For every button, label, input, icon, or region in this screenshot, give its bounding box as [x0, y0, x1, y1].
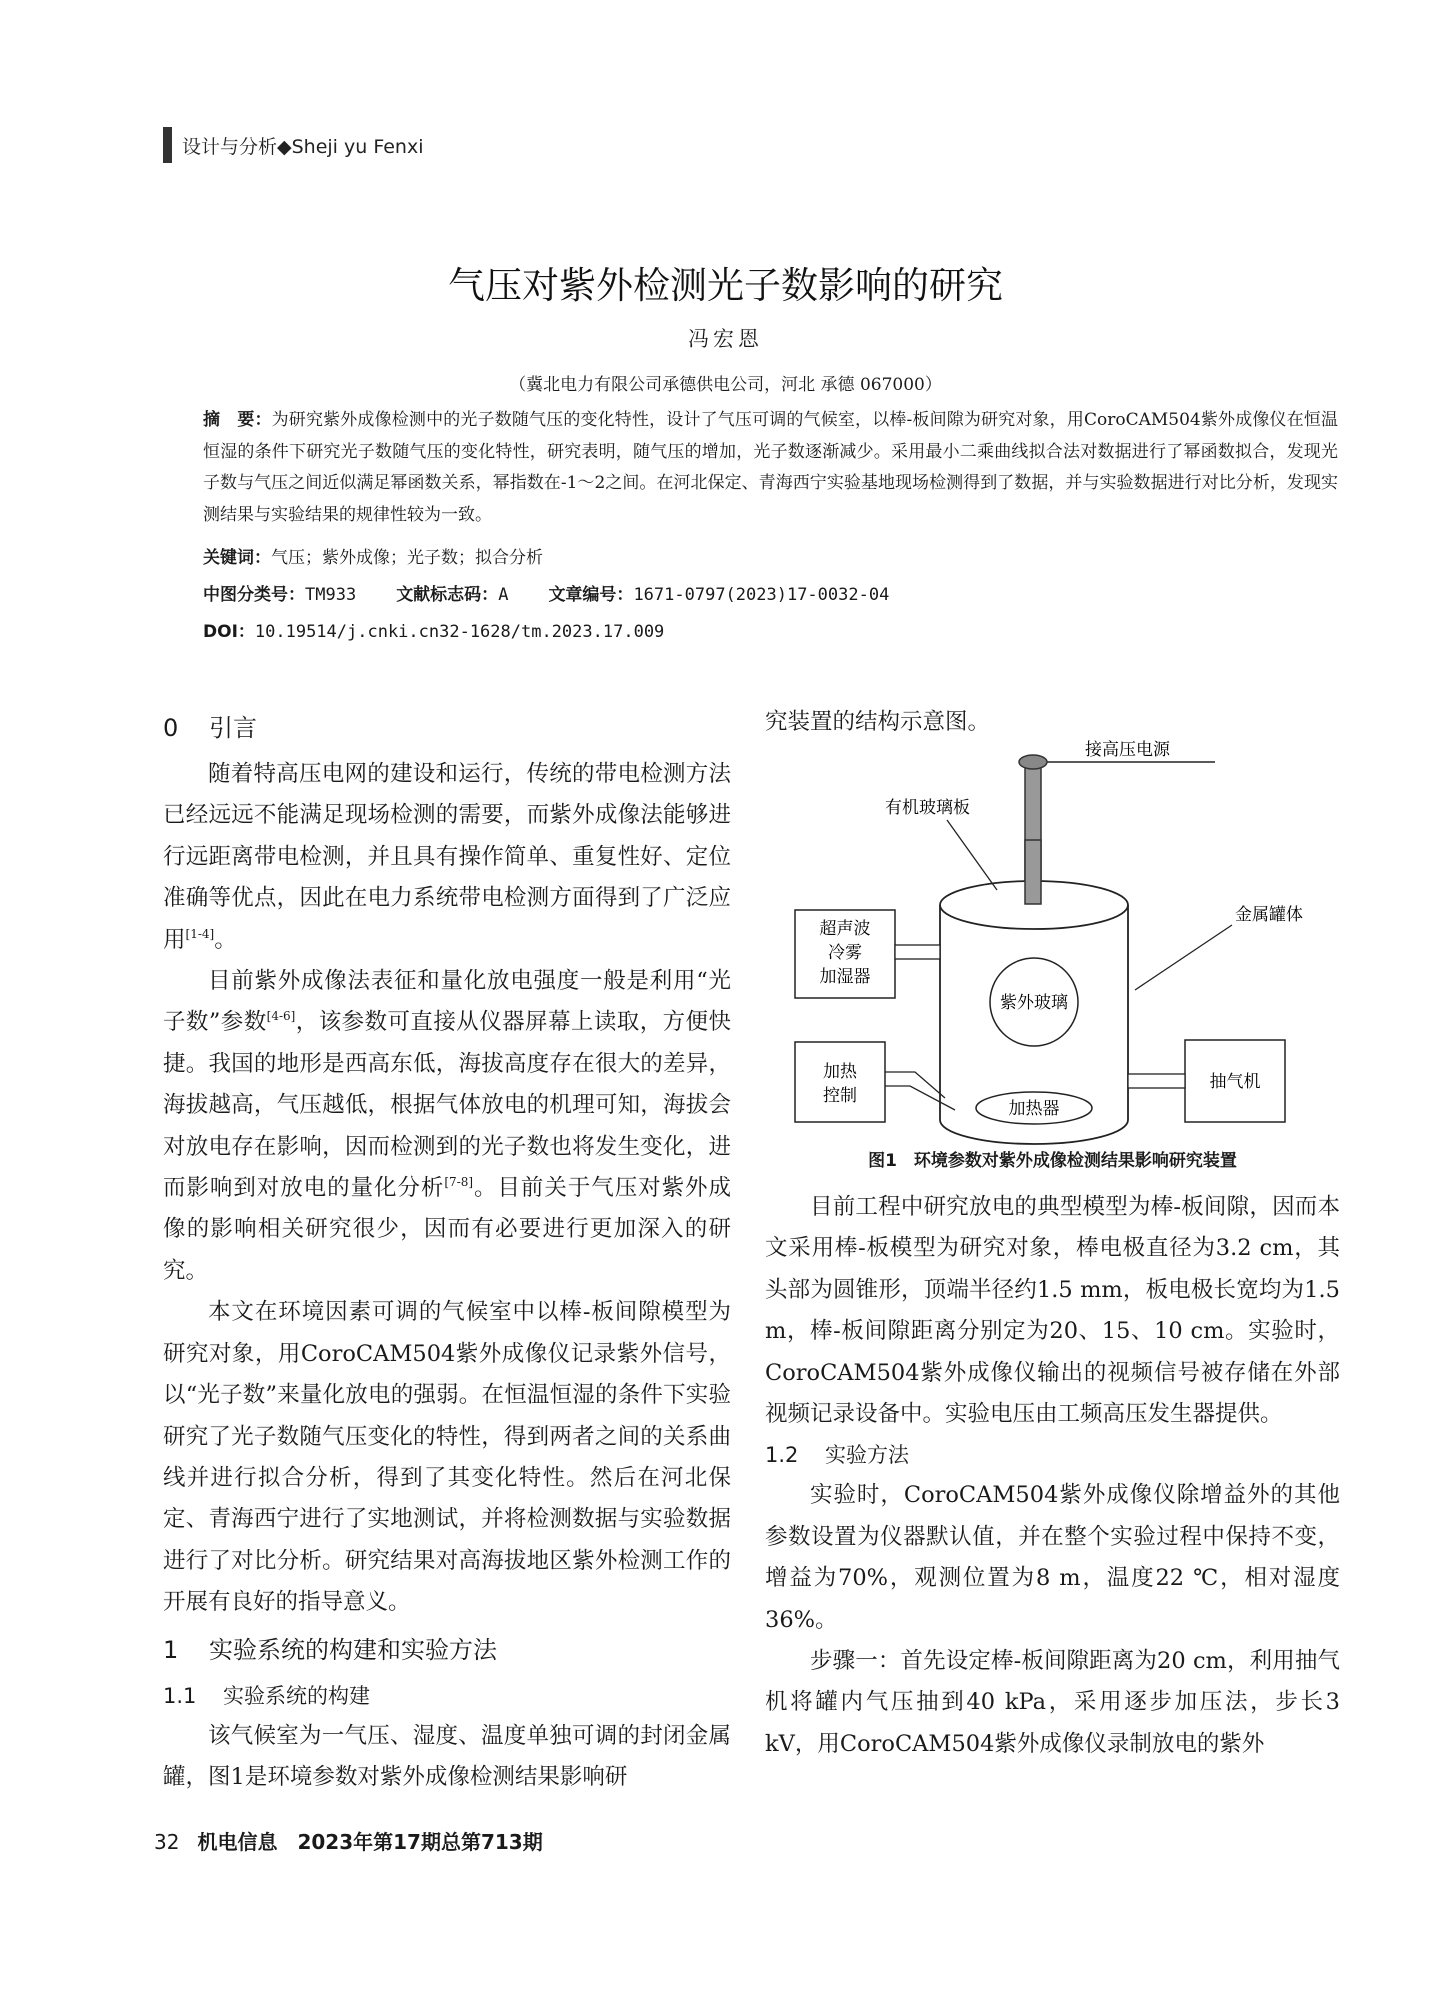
clc-value: TM933 [305, 585, 357, 605]
label-tank: 金属罐体 [1235, 905, 1303, 925]
page-footer [154, 1826, 543, 1855]
rod-cap [1019, 755, 1047, 769]
section-0-heading [163, 702, 731, 754]
header-bar [163, 127, 172, 163]
page-number: 32 [154, 1830, 180, 1854]
section-1-heading [163, 1624, 731, 1676]
label-glass: 有机玻璃板 [885, 798, 970, 818]
art-label: 文章编号： [548, 585, 634, 605]
intro-paragraph-1: 随着特高压电网的建设和运行，传统的带电检测方法已经远远不能满足现场检测的需要，而紫外成像法能够进行远距离带电检测，并且具有操作简单、重复性好、定位准确等优点，因此在电力系统带电检测方面得到了广泛应用[1-4]。 [163, 761, 731, 953]
abstract [163, 405, 1338, 531]
right-column-top [765, 702, 1340, 743]
label-uv: 紫外玻璃 [1000, 993, 1068, 1013]
section-1-2-paragraph-1: 实验时，CoroCAM504紫外成像仪除增益外的其他参数设置为仪器默认值，并在整个实验过程中保持不变，增益为70%，观测位置为8 m，温度22 ℃，相对湿度36%。 [765, 1482, 1340, 1633]
section-1-1-heading [163, 1676, 731, 1716]
label-hv: 接高压电源 [1085, 740, 1170, 760]
right-column-bottom [765, 1187, 1340, 1765]
running-header [163, 127, 423, 163]
label-heatctl-1: 加热 [823, 1062, 857, 1082]
doc-value: A [498, 585, 509, 605]
section-1-title: 实验系统的构建和实验方法 [209, 1635, 497, 1664]
abstract-body [163, 405, 1338, 531]
section-0-number: 0 [163, 714, 179, 742]
pump-pipe [1128, 1074, 1185, 1088]
intro-paragraph-3: 本文在环境因素可调的气候室中以棒-板间隙模型为研究对象，用CoroCAM504紫外成像仪记录紫外信号，以“光子数”来量化放电的强弱。在恒温恒湿的条件下实验研究了光子数随气压变化的特性，得到两者之间的关系曲线并进行拟合分析，得到了其变化特性。然后在河北保定、青海西宁进行了实地测试，并将检测数据与实验数据进行了对比分析。研究结果对高海拔地区紫外检测工作的开展有良好的指导意义。 [163, 1299, 731, 1616]
intro-paragraph-2: 目前紫外成像法表征和量化放电强度一般是利用“光子数”参数[4-6]，该参数可直接从仪器屏幕上读取，方便快捷。我国的地形是西高东低，海拔高度存在很大的差异，海拔越高，气压越低，根据气体放电的机理可知，海拔会对放电存在影响，因而检测到的光子数也将发生变化，进而影响到对放电的量化分析[7-8]。目前关于气压对紫外成像的影响相关研究很少，因而有必要进行更加深入的研究。 [163, 968, 731, 1284]
author: 冯宏恩 [688, 327, 763, 351]
rod-inside [1025, 840, 1041, 904]
doi-value: 10.19514/j.cnki.cn32-1628/tm.2023.17.009 [254, 622, 665, 642]
humidifier-pipe [895, 945, 940, 959]
doi-label: DOI： [203, 622, 255, 642]
figure-1-diagram [785, 740, 1345, 1160]
classification [203, 580, 889, 605]
section-1-2-heading [765, 1435, 1340, 1475]
section-1-2-number: 1.2 [765, 1443, 799, 1468]
tank-leader [1135, 925, 1232, 990]
affiliation: （冀北电力有限公司承德供电公司，河北 承德 067000） [509, 375, 942, 395]
heating-control-box [795, 1042, 885, 1122]
doi [203, 617, 664, 642]
label-humid-2: 冷雾 [828, 943, 862, 963]
keywords-text: 气压；紫外成像；光子数；拟合分析 [271, 548, 543, 568]
journal-info: 机电信息 2023年第17期总第713期 [197, 1830, 543, 1854]
label-humid-1: 超声波 [819, 919, 871, 939]
figure-1-caption: 图1 环境参数对紫外成像检测结果影响研究装置 [868, 1151, 1237, 1171]
header-text: 设计与分析◆Sheji yu Fenxi [182, 135, 424, 158]
section-1-1-paragraph-1: 该气候室为一气压、湿度、温度单独可调的封闭金属罐，图1是环境参数对紫外成像检测结果影响研 [163, 1722, 731, 1790]
section-1-1-paragraph-2: 目前工程中研究放电的典型模型为棒-板间隙，因而本文采用棒-板模型为研究对象，棒电极直径为3.2 cm，其头部为圆锥形，顶端半径约1.5 mm，板电极长宽均为1.5 m，棒-板间隙距离分别定为20、15、10 cm。实验时，CoroCAM504紫外成像仪输出的视频信号被存储在外部视频记录设备中。实验电压由工频高压发生器提供。 [765, 1194, 1340, 1428]
abstract-label: 摘 要： [203, 410, 272, 430]
label-pump: 抽气机 [1209, 1072, 1261, 1092]
heating-wire-1 [885, 1072, 945, 1098]
abstract-text: 为研究紫外成像检测中的光子数随气压的变化特性，设计了气压可调的气候室，以棒-板间隙为研究对象，用CoroCAM504紫外成像仪在恒温恒湿的条件下研究光子数随气压的变化特性，研究表明，随气压的增加，光子数逐渐减少。采用最小二乘曲线拟合法对数据进行了幂函数拟合，发现光子数与气压之间近似满足幂函数关系，幂指数在-1～2之间。在河北保定、青海西宁实验基地现场检测得到了数据，并与实验数据进行对比分析，发现实测结果与实验结果的规律性较为一致。 [203, 410, 1339, 525]
section-1-number: 1 [163, 1635, 179, 1664]
label-heatctl-2: 控制 [823, 1086, 857, 1106]
citation: [4-6] [266, 1009, 296, 1024]
citation: [1-4] [185, 926, 215, 941]
left-column [163, 702, 731, 1798]
art-value: 1671-0797(2023)17-0032-04 [633, 585, 890, 605]
section-1-1-number: 1.1 [163, 1683, 197, 1708]
clc-label: 中图分类号： [203, 585, 305, 605]
section-1-2-paragraph-2: 步骤一：首先设定棒-板间隙距离为20 cm，利用抽气机将罐内气压抽到40 kPa，采用逐步加压法，步长3 kV，用CoroCAM504紫外成像仪录制放电的紫外 [765, 1648, 1340, 1757]
section-1-1-paragraph-1-cont: 究装置的结构示意图。 [765, 709, 991, 735]
section-1-1-title: 实验系统的构建 [223, 1683, 370, 1708]
label-humid-3: 加湿器 [819, 967, 871, 987]
label-heater: 加热器 [1008, 1099, 1060, 1119]
citation: [7-8] [444, 1175, 474, 1190]
keywords [203, 543, 543, 568]
section-0-title: 引言 [209, 714, 257, 742]
section-1-2-title: 实验方法 [825, 1443, 909, 1468]
glass-leader [947, 820, 997, 890]
paper-title: 气压对紫外检测光子数影响的研究 [448, 264, 1003, 307]
doc-label: 文献标志码： [396, 585, 499, 605]
keywords-label: 关键词： [203, 548, 271, 568]
